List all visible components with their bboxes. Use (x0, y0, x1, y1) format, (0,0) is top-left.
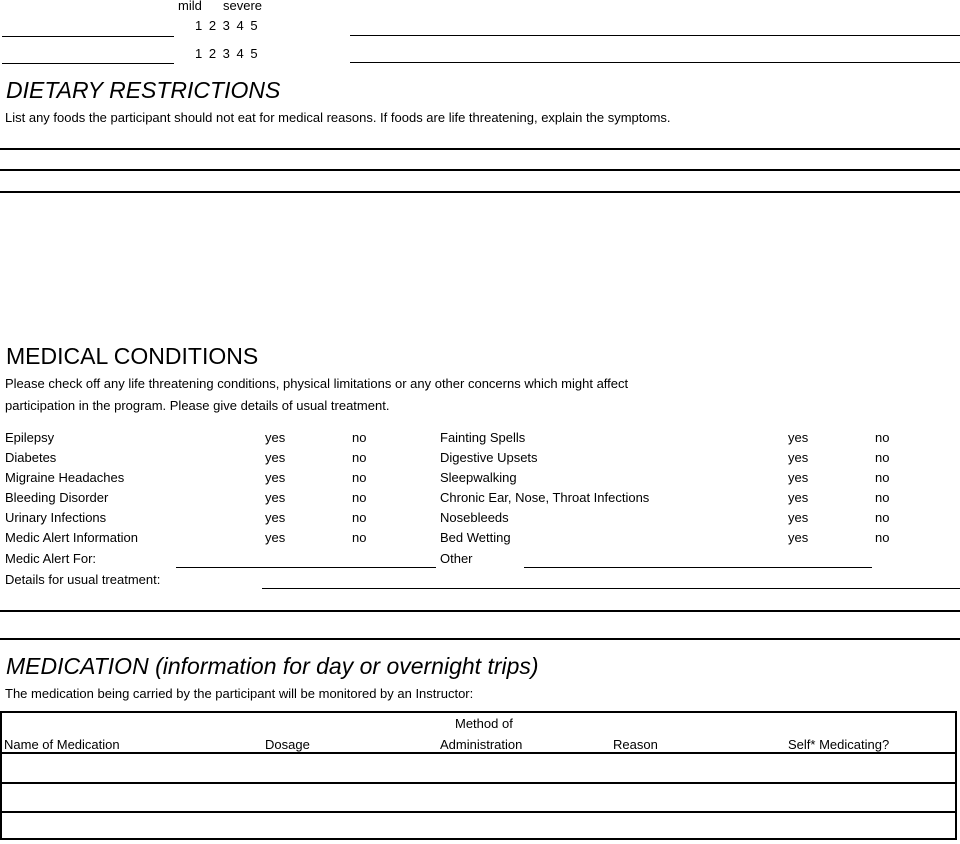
details-treatment-label: Details for usual treatment: (5, 572, 161, 587)
condition-label: Epilepsy (5, 430, 55, 445)
yes-option[interactable]: yes (265, 530, 286, 545)
condition-label: Diabetes (5, 450, 57, 465)
medication-title: MEDICATION (information for day or overnight trips) (6, 653, 539, 679)
condition-label: Bleeding Disorder (5, 490, 109, 505)
yes-option[interactable]: yes (788, 510, 809, 525)
table-row-divider[interactable] (0, 782, 957, 784)
yes-option[interactable]: yes (265, 470, 286, 485)
condition-label: Medic Alert Information (5, 530, 138, 545)
table-row-divider[interactable] (0, 811, 957, 813)
medic-alert-for-field[interactable] (176, 567, 436, 568)
no-option[interactable]: no (875, 470, 890, 485)
allergy-field-1[interactable] (2, 36, 174, 37)
medical-instructions-line2: participation in the program. Please give details of usual treatment. (5, 398, 390, 413)
col-method-line1: Method of (455, 716, 513, 731)
yes-option[interactable]: yes (265, 490, 286, 505)
details-treatment-field[interactable] (262, 588, 960, 589)
no-option[interactable]: no (352, 430, 367, 445)
no-option[interactable]: no (875, 510, 890, 525)
yes-option[interactable]: yes (265, 510, 286, 525)
severity-scale-2[interactable]: 1 2 3 4 5 (195, 46, 258, 61)
other-label: Other (440, 551, 473, 566)
dietary-line-1[interactable] (0, 148, 960, 150)
no-option[interactable]: no (352, 450, 367, 465)
col-method-line2: Administration (440, 737, 523, 752)
yes-option[interactable]: yes (788, 470, 809, 485)
no-option[interactable]: no (875, 490, 890, 505)
allergy-reaction-field-2[interactable] (350, 62, 960, 63)
medication-instructions: The medication being carried by the participant will be monitored by an Instructor: (5, 686, 474, 701)
medical-instructions-line1: Please check off any life threatening conditions, physical limitations or any other concerns which might affect (5, 376, 629, 391)
table-header-divider (0, 752, 957, 754)
dietary-restrictions-title: DIETARY RESTRICTIONS (6, 77, 281, 103)
allergy-reaction-field-1[interactable] (350, 35, 960, 36)
condition-label: Nosebleeds (440, 510, 509, 525)
condition-label: Sleepwalking (440, 470, 517, 485)
severe-label: severe (223, 0, 263, 13)
yes-option[interactable]: yes (788, 490, 809, 505)
no-option[interactable]: no (352, 490, 367, 505)
yes-option[interactable]: yes (788, 450, 809, 465)
no-option[interactable]: no (875, 450, 890, 465)
yes-option[interactable]: yes (265, 430, 286, 445)
no-option[interactable]: no (352, 530, 367, 545)
allergy-field-2[interactable] (2, 63, 174, 64)
medic-alert-for-label: Medic Alert For: (5, 551, 97, 566)
dietary-instructions: List any foods the participant should not eat for medical reasons. If foods are life threatening, explain the symptoms. (5, 110, 671, 125)
condition-label: Digestive Upsets (440, 450, 538, 465)
col-dosage: Dosage (265, 737, 310, 752)
dietary-line-2[interactable] (0, 169, 960, 171)
yes-option[interactable]: yes (788, 430, 809, 445)
condition-label: Chronic Ear, Nose, Throat Infections (440, 490, 650, 505)
col-self-medicating: Self* Medicating? (788, 737, 890, 752)
severity-scale-1[interactable]: 1 2 3 4 5 (195, 18, 258, 33)
col-reason: Reason (613, 737, 658, 752)
dietary-line-3[interactable] (0, 191, 960, 193)
condition-label: Migraine Headaches (5, 470, 125, 485)
no-option[interactable]: no (875, 430, 890, 445)
no-option[interactable]: no (352, 470, 367, 485)
details-line-3[interactable] (0, 638, 960, 640)
col-name-of-medication: Name of Medication (4, 737, 120, 752)
no-option[interactable]: no (875, 530, 890, 545)
yes-option[interactable]: yes (788, 530, 809, 545)
condition-label: Urinary Infections (5, 510, 107, 525)
yes-option[interactable]: yes (265, 450, 286, 465)
mild-label: mild (178, 0, 202, 13)
condition-label: Bed Wetting (440, 530, 511, 545)
no-option[interactable]: no (352, 510, 367, 525)
details-line-2[interactable] (0, 610, 960, 612)
condition-label: Fainting Spells (440, 430, 526, 445)
medical-conditions-title: MEDICAL CONDITIONS (6, 343, 259, 369)
other-field[interactable] (524, 567, 872, 568)
